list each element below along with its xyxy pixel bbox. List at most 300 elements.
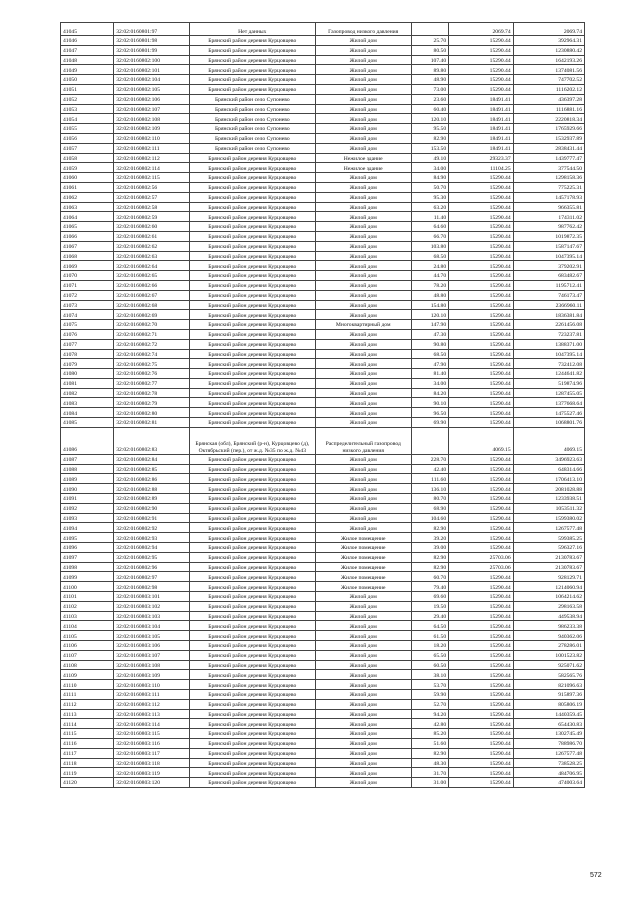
address-cell: Брянский район деревня Курцовцево (190, 310, 316, 320)
table-row (61, 261, 585, 271)
row-number-cell: 41108 (61, 660, 114, 670)
cadastral-value-cell: 377544.50 (513, 163, 584, 173)
row-number-cell: 41060 (61, 173, 114, 183)
area-cell: 154.80 (411, 300, 448, 310)
area-cell: 44.70 (411, 271, 448, 281)
area-cell: 47.30 (411, 329, 448, 339)
address-cell: Брянский район деревня Курцовцево (190, 55, 316, 65)
cadastral-value-cell: 1706413.10 (513, 474, 584, 484)
cadastral-value-cell: 2261456.08 (513, 320, 584, 330)
unit-value-cell: 15290.44 (449, 484, 514, 494)
object-type-cell: Жилой дом (315, 329, 411, 339)
unit-value-cell: 15290.44 (449, 202, 514, 212)
cadastral-value-cell: 1116202.12 (513, 84, 584, 94)
table-row (61, 690, 585, 700)
object-type-cell: Нежилое здание (315, 153, 411, 163)
cadastral-value-cell: 2130783.67 (513, 562, 584, 572)
address-cell: Брянская (обл), Брянский (р-н), Курцовцево (д), Октябрьский (пер.), от ж.д. №35 по ж.д. №43 (190, 427, 316, 454)
area-cell: 104.60 (411, 513, 448, 523)
table-row (61, 231, 585, 241)
cadastral-value-cell: 1439777.47 (513, 153, 584, 163)
table-row (61, 222, 585, 232)
cadastral-value-table (60, 22, 585, 788)
unit-value-cell: 15290.44 (449, 280, 514, 290)
cadastral-number-cell: 32:02:0160802:65 (114, 271, 190, 281)
address-cell: Брянский район деревня Курцовцево (190, 621, 316, 631)
object-type-cell: Жилой дом (315, 104, 411, 114)
area-cell: 96.50 (411, 408, 448, 418)
cadastral-number-cell: 32:02:0160802:91 (114, 513, 190, 523)
cadastral-value-cell: 940362.06 (513, 631, 584, 641)
cadastral-number-cell: 32:02:0160802:81 (114, 418, 190, 428)
unit-value-cell: 15290.44 (449, 611, 514, 621)
cadastral-number-cell: 32:02:0160803:109 (114, 670, 190, 680)
table-row (61, 494, 585, 504)
address-cell: Брянский район деревня Курцовцево (190, 768, 316, 778)
unit-value-cell: 15290.44 (449, 699, 514, 709)
cadastral-number-cell: 32:02:0160802:115 (114, 173, 190, 183)
table-row (61, 768, 585, 778)
object-type-cell: Жилой дом (315, 290, 411, 300)
table-row (61, 153, 585, 163)
address-cell: Брянский район деревня Курцовцево (190, 758, 316, 768)
table-row (61, 641, 585, 651)
row-number-cell: 41090 (61, 484, 114, 494)
row-number-cell: 41102 (61, 601, 114, 611)
row-number-cell: 41101 (61, 592, 114, 602)
cadastral-value-cell: 1642193.26 (513, 55, 584, 65)
row-number-cell: 41097 (61, 552, 114, 562)
cadastral-value-cell: 1244641.82 (513, 369, 584, 379)
address-cell: Брянский район деревня Курцовцево (190, 660, 316, 670)
table-row (61, 280, 585, 290)
area-cell: 38.10 (411, 670, 448, 680)
cadastral-number-cell: 32:02:0160803:120 (114, 778, 190, 788)
table-row (61, 75, 585, 85)
row-number-cell: 41052 (61, 94, 114, 104)
object-type-cell: Жилой дом (315, 310, 411, 320)
cadastral-value-cell: 1267577.48 (513, 748, 584, 758)
object-type-cell: Жилой дом (315, 369, 411, 379)
table-row (61, 329, 585, 339)
cadastral-number-cell: 32:02:0160803:105 (114, 631, 190, 641)
area-cell: 82.90 (411, 562, 448, 572)
area-cell: 52.70 (411, 699, 448, 709)
object-type-cell: Жилой дом (315, 601, 411, 611)
address-cell: Брянский район деревня Курцовцево (190, 182, 316, 192)
row-number-cell: 41087 (61, 454, 114, 464)
area-cell: 11.40 (411, 212, 448, 222)
area-cell: 31.70 (411, 768, 448, 778)
unit-value-cell: 15290.44 (449, 398, 514, 408)
cadastral-value-cell: 746173.47 (513, 290, 584, 300)
area-cell: 65.50 (411, 650, 448, 660)
area-cell: 60.50 (411, 660, 448, 670)
area-cell: 80.50 (411, 45, 448, 55)
table-row (61, 163, 585, 173)
area-cell: 82.90 (411, 523, 448, 533)
area-cell: 25.70 (411, 36, 448, 46)
cadastral-number-cell: 32:02:0160802:75 (114, 359, 190, 369)
unit-value-cell: 15290.44 (449, 45, 514, 55)
area-cell: 51.60 (411, 738, 448, 748)
unit-value-cell: 18491.41 (449, 133, 514, 143)
unit-value-cell: 15290.44 (449, 418, 514, 428)
unit-value-cell: 15290.44 (449, 261, 514, 271)
cadastral-value-cell: 298163.58 (513, 601, 584, 611)
address-cell: Брянский район деревня Курцовцево (190, 163, 316, 173)
object-type-cell: Жилое помещение (315, 572, 411, 582)
cadastral-value-cell: 174311.02 (513, 212, 584, 222)
address-cell: Брянский район деревня Курцовцево (190, 464, 316, 474)
table-row (61, 418, 585, 428)
cadastral-number-cell: 32:02:0160803:112 (114, 699, 190, 709)
area-cell: 69.60 (411, 592, 448, 602)
object-type-cell: Жилой дом (315, 592, 411, 602)
unit-value-cell: 15290.44 (449, 768, 514, 778)
cadastral-number-cell: 32:02:0160802:76 (114, 369, 190, 379)
cadastral-value-cell: 278286.01 (513, 641, 584, 651)
row-number-cell: 41062 (61, 192, 114, 202)
row-number-cell: 41074 (61, 310, 114, 320)
cadastral-value-cell: 2081028.88 (513, 484, 584, 494)
area-cell: 18.20 (411, 641, 448, 651)
cadastral-value-cell: 928129.71 (513, 572, 584, 582)
object-type-cell: Жилой дом (315, 408, 411, 418)
cadastral-value-cell: 1233938.51 (513, 494, 584, 504)
cadastral-value-cell: 723237.81 (513, 329, 584, 339)
row-number-cell: 41080 (61, 369, 114, 379)
object-type-cell: Жилой дом (315, 670, 411, 680)
address-cell: Брянский район деревня Курцовцево (190, 533, 316, 543)
object-type-cell: Жилой дом (315, 222, 411, 232)
area-cell: 84.20 (411, 388, 448, 398)
address-cell: Брянский район деревня Курцовцево (190, 631, 316, 641)
cadastral-number-cell: 32:02:0160803:107 (114, 650, 190, 660)
area-cell: 63.20 (411, 202, 448, 212)
object-type-cell: Жилой дом (315, 271, 411, 281)
address-cell: Брянский район деревня Курцовцево (190, 670, 316, 680)
area-cell: 95.50 (411, 124, 448, 134)
unit-value-cell: 15290.44 (449, 222, 514, 232)
object-type-cell: Жилой дом (315, 202, 411, 212)
row-number-cell: 41047 (61, 45, 114, 55)
cadastral-value-cell: 1440359.45 (513, 709, 584, 719)
area-cell: 59.90 (411, 690, 448, 700)
row-number-cell: 41050 (61, 75, 114, 85)
cadastral-number-cell: 32:02:0160803:106 (114, 641, 190, 651)
area-cell: 64.50 (411, 621, 448, 631)
unit-value-cell: 15290.44 (449, 572, 514, 582)
row-number-cell: 41054 (61, 114, 114, 124)
object-type-cell: Жилой дом (315, 378, 411, 388)
area-cell: 66.70 (411, 231, 448, 241)
area-cell: 107.40 (411, 55, 448, 65)
area-cell: 69.90 (411, 418, 448, 428)
table-row (61, 680, 585, 690)
object-type-cell: Жилой дом (315, 729, 411, 739)
address-cell: Брянский район деревня Курцовцево (190, 329, 316, 339)
table-row (61, 65, 585, 75)
address-cell: Брянский район деревня Курцовцево (190, 75, 316, 85)
row-number-cell: 41051 (61, 84, 114, 94)
cadastral-number-cell: 32:02:0160802:59 (114, 212, 190, 222)
cadastral-number-cell: 32:02:0160802:97 (114, 572, 190, 582)
table-row (61, 369, 585, 379)
unit-value-cell: 15290.44 (449, 310, 514, 320)
object-type-cell: Жилой дом (315, 251, 411, 261)
cadastral-number-cell: 32:02:0160802:57 (114, 192, 190, 202)
area-cell: 64.60 (411, 222, 448, 232)
table-row (61, 543, 585, 553)
cadastral-number-cell: 32:02:0160802:72 (114, 339, 190, 349)
table-row (61, 55, 585, 65)
unit-value-cell: 15290.44 (449, 513, 514, 523)
area-cell (411, 23, 448, 36)
unit-value-cell: 15290.44 (449, 660, 514, 670)
row-number-cell: 41048 (61, 55, 114, 65)
unit-value-cell: 15290.44 (449, 84, 514, 94)
address-cell: Брянский район деревня Курцовцево (190, 592, 316, 602)
table-row (61, 114, 585, 124)
area-cell: 48.90 (411, 75, 448, 85)
address-cell: Брянский район деревня Курцовцево (190, 484, 316, 494)
row-number-cell: 41116 (61, 738, 114, 748)
cadastral-number-cell: 32:02:0160803:113 (114, 709, 190, 719)
cadastral-number-cell: 32:02:0160802:93 (114, 533, 190, 543)
row-number-cell: 41045 (61, 23, 114, 36)
address-cell: Нет данных (190, 23, 316, 36)
cadastral-number-cell: 32:02:0160803:115 (114, 729, 190, 739)
unit-value-cell: 15290.44 (449, 300, 514, 310)
cadastral-value-cell: 484706.95 (513, 768, 584, 778)
cadastral-number-cell: 32:02:0160802:84 (114, 454, 190, 464)
object-type-cell: Жилой дом (315, 359, 411, 369)
cadastral-number-cell: 32:02:0160802:92 (114, 523, 190, 533)
cadastral-value-cell: 2366960.11 (513, 300, 584, 310)
row-number-cell: 41109 (61, 670, 114, 680)
table-row (61, 738, 585, 748)
object-type-cell: Жилой дом (315, 699, 411, 709)
address-cell: Брянский район деревня Курцовцево (190, 222, 316, 232)
table-row (61, 388, 585, 398)
unit-value-cell: 15290.44 (449, 758, 514, 768)
area-cell: 120.10 (411, 310, 448, 320)
unit-value-cell: 15290.44 (449, 621, 514, 631)
table-row (61, 173, 585, 183)
address-cell: Брянский район деревня Курцовцево (190, 320, 316, 330)
cadastral-number-cell: 32:02:0160802:94 (114, 543, 190, 553)
address-cell: Брянский район деревня Курцовцево (190, 261, 316, 271)
address-cell: Брянский район деревня Курцовцево (190, 212, 316, 222)
unit-value-cell: 15290.44 (449, 670, 514, 680)
area-cell: 61.50 (411, 631, 448, 641)
row-number-cell: 41118 (61, 758, 114, 768)
area-cell: 24.80 (411, 261, 448, 271)
unit-value-cell: 15290.44 (449, 55, 514, 65)
address-cell: Брянский район деревня Курцовцево (190, 572, 316, 582)
cadastral-number-cell: 32:02:0160802:79 (114, 398, 190, 408)
unit-value-cell: 25703.06 (449, 552, 514, 562)
cadastral-number-cell: 32:02:0160801:97 (114, 23, 190, 36)
cadastral-number-cell: 32:02:0160802:86 (114, 474, 190, 484)
row-number-cell: 41055 (61, 124, 114, 134)
cadastral-number-cell: 32:02:0160802:90 (114, 503, 190, 513)
address-cell: Брянский район деревня Курцовцево (190, 680, 316, 690)
cadastral-value-cell: 392964.31 (513, 36, 584, 46)
cadastral-value-cell: 925071.62 (513, 660, 584, 670)
row-number-cell: 41085 (61, 418, 114, 428)
object-type-cell: Жилой дом (315, 503, 411, 513)
unit-value-cell: 15290.44 (449, 729, 514, 739)
address-cell: Брянский район село Супонево (190, 104, 316, 114)
area-cell: 19.50 (411, 601, 448, 611)
cadastral-number-cell: 32:02:0160802:63 (114, 251, 190, 261)
row-number-cell: 41105 (61, 631, 114, 641)
address-cell: Брянский район деревня Курцовцево (190, 153, 316, 163)
table-row (61, 398, 585, 408)
cadastral-number-cell: 32:02:0160802:106 (114, 94, 190, 104)
row-number-cell: 41056 (61, 133, 114, 143)
area-cell: 34.00 (411, 163, 448, 173)
unit-value-cell: 15290.44 (449, 474, 514, 484)
address-cell: Брянский район деревня Курцовцево (190, 748, 316, 758)
cadastral-number-cell: 32:02:0160803:104 (114, 621, 190, 631)
table-row (61, 182, 585, 192)
cadastral-value-cell: 1298158.36 (513, 173, 584, 183)
address-cell: Брянский район деревня Курцовцево (190, 454, 316, 464)
cadastral-value-cell: 1765929.66 (513, 124, 584, 134)
object-type-cell: Жилой дом (315, 280, 411, 290)
unit-value-cell: 15290.44 (449, 690, 514, 700)
cadastral-number-cell: 32:02:0160801:99 (114, 45, 190, 55)
area-cell: 53.70 (411, 680, 448, 690)
cadastral-value-cell: 683482.67 (513, 271, 584, 281)
table-row (61, 320, 585, 330)
address-cell: Брянский район деревня Курцовцево (190, 513, 316, 523)
table-row (61, 349, 585, 359)
cadastral-value-cell: 596327.16 (513, 543, 584, 553)
cadastral-value-cell: 648314.66 (513, 464, 584, 474)
cadastral-value-cell: 582565.76 (513, 670, 584, 680)
unit-value-cell: 15290.44 (449, 231, 514, 241)
unit-value-cell: 15290.44 (449, 290, 514, 300)
object-type-cell: Жилое помещение (315, 582, 411, 592)
table-row (61, 582, 585, 592)
area-cell: 82.90 (411, 133, 448, 143)
area-cell: 68.50 (411, 251, 448, 261)
table-row (61, 133, 585, 143)
address-cell: Брянский район деревня Курцовцево (190, 611, 316, 621)
cadastral-number-cell: 32:02:0160802:62 (114, 241, 190, 251)
area-cell: 39.00 (411, 543, 448, 553)
area-cell: 42.40 (411, 464, 448, 474)
unit-value-cell: 15290.44 (449, 533, 514, 543)
cadastral-value-cell: 449538.94 (513, 611, 584, 621)
unit-value-cell: 15290.44 (449, 251, 514, 261)
row-number-cell: 41070 (61, 271, 114, 281)
row-number-cell: 41093 (61, 513, 114, 523)
unit-value-cell: 18491.41 (449, 143, 514, 153)
area-cell: 39.20 (411, 533, 448, 543)
area-cell: 60.70 (411, 572, 448, 582)
address-cell: Брянский район деревня Курцовцево (190, 241, 316, 251)
cadastral-value-cell: 1457178.93 (513, 192, 584, 202)
area-cell: 48.30 (411, 758, 448, 768)
area-cell: 94.20 (411, 709, 448, 719)
cadastral-number-cell: 32:02:0160802:114 (114, 163, 190, 173)
object-type-cell: Жилой дом (315, 75, 411, 85)
cadastral-number-cell: 32:02:0160802:108 (114, 114, 190, 124)
table-row (61, 241, 585, 251)
object-type-cell: Многоквартирный дом (315, 320, 411, 330)
unit-value-cell: 15290.44 (449, 320, 514, 330)
cadastral-value-cell: 436397.28 (513, 94, 584, 104)
page-number: 572 (590, 872, 602, 879)
address-cell: Брянский район деревня Курцовцево (190, 300, 316, 310)
area-cell: 60.40 (411, 104, 448, 114)
unit-value-cell: 15290.44 (449, 359, 514, 369)
area-cell: 84.90 (411, 173, 448, 183)
address-cell: Брянский район деревня Курцовцево (190, 192, 316, 202)
cadastral-value-cell: 654430.83 (513, 719, 584, 729)
address-cell: Брянский район деревня Курцовцево (190, 699, 316, 709)
row-number-cell: 41058 (61, 153, 114, 163)
area-cell: 90.10 (411, 398, 448, 408)
area-cell: 85.20 (411, 729, 448, 739)
address-cell: Брянский район деревня Курцовцево (190, 173, 316, 183)
cadastral-number-cell: 32:02:0160802:74 (114, 349, 190, 359)
area-cell: 111.60 (411, 474, 448, 484)
object-type-cell: Жилой дом (315, 641, 411, 651)
object-type-cell: Жилой дом (315, 660, 411, 670)
object-type-cell: Жилое помещение (315, 533, 411, 543)
row-number-cell: 41083 (61, 398, 114, 408)
row-number-cell: 41106 (61, 641, 114, 651)
address-cell: Брянский район деревня Курцовцево (190, 418, 316, 428)
area-cell: 78.20 (411, 280, 448, 290)
table-row (61, 104, 585, 114)
object-type-cell: Жилое помещение (315, 543, 411, 553)
cadastral-number-cell: 32:02:0160802:58 (114, 202, 190, 212)
area-cell: 90.80 (411, 339, 448, 349)
object-type-cell: Жилой дом (315, 45, 411, 55)
row-number-cell: 41073 (61, 300, 114, 310)
unit-value-cell: 2069.74 (449, 23, 514, 36)
row-number-cell: 41098 (61, 562, 114, 572)
object-type-cell: Жилой дом (315, 241, 411, 251)
row-number-cell: 41046 (61, 36, 114, 46)
row-number-cell: 41067 (61, 241, 114, 251)
area-cell: 23.60 (411, 94, 448, 104)
cadastral-number-cell: 32:02:0160802:107 (114, 104, 190, 114)
cadastral-value-cell: 1019872.35 (513, 231, 584, 241)
table-row (61, 36, 585, 46)
row-number-cell: 41120 (61, 778, 114, 788)
address-cell: Брянский район деревня Курцовцево (190, 202, 316, 212)
table-row (61, 729, 585, 739)
row-number-cell: 41113 (61, 709, 114, 719)
cadastral-value-cell: 474003.64 (513, 778, 584, 788)
row-number-cell: 41112 (61, 699, 114, 709)
address-cell: Брянский район деревня Курцовцево (190, 474, 316, 484)
row-number-cell: 41068 (61, 251, 114, 261)
cadastral-value-cell: 4069.15 (513, 427, 584, 454)
cadastral-value-cell: 987762.42 (513, 222, 584, 232)
row-number-cell: 41104 (61, 621, 114, 631)
row-number-cell: 41076 (61, 329, 114, 339)
area-cell: 153.50 (411, 143, 448, 153)
